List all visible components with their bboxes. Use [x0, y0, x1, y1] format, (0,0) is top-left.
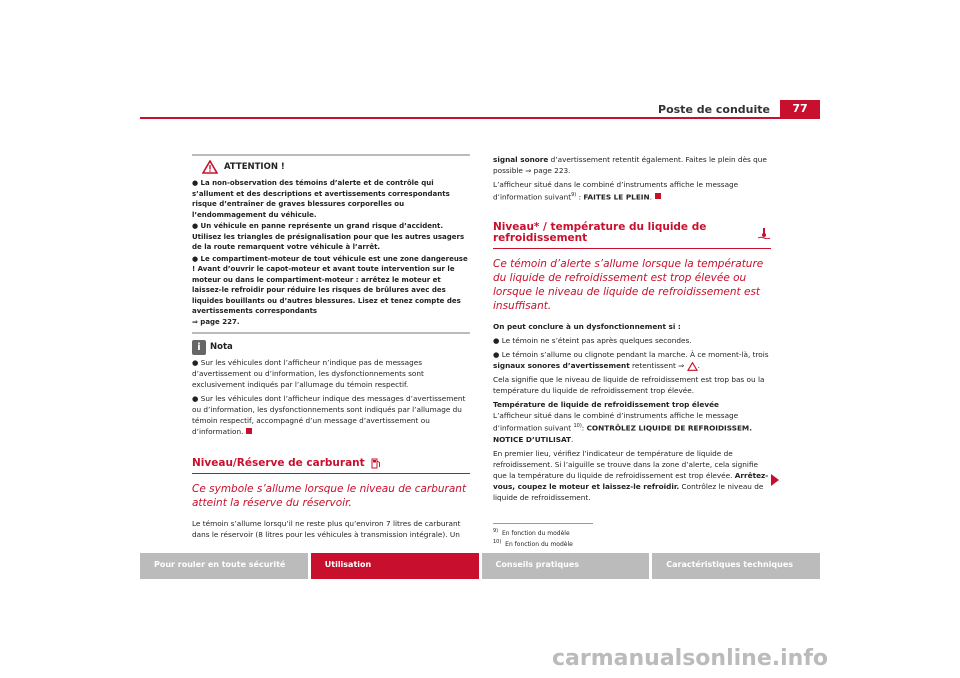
coolant-temp-heading: Température de liquide de refroidissement trop élevée [493, 400, 719, 410]
fuel-intro: Ce symbole s’allume lorsque le niveau de carburant atteint la réserve du réservoir. [192, 483, 467, 509]
tab-technical-specs[interactable]: Caractéristiques techniques [652, 553, 820, 579]
coolant-conclude: On peut conclure à un dysfonctionnement si : [493, 322, 681, 332]
attention-header [202, 160, 470, 174]
nota-title: Nota [210, 342, 233, 352]
coolant-meaning: Cela signifie que le niveau de liquide de refroidissement est trop bas ou la température du liquide de refroidissement trop élevée. [493, 375, 765, 396]
warning-triangle-icon [202, 160, 218, 174]
footer-tabs [140, 553, 820, 579]
coolant-intro: Ce témoin d’alerte s’allume lorsque la température du liquide de refroidissement est trop élevée ou lorsque le niveau de liquide de refroidissement est insuffisant. [493, 258, 764, 313]
page-ref-link[interactable]: ⇒ page 227. [192, 317, 240, 326]
page-title: Poste de conduite [658, 103, 770, 116]
section-end-icon [246, 428, 252, 434]
header-rule [140, 117, 820, 119]
coolant-heading: Niveau* / température du liquide de refroidissement [493, 222, 771, 249]
attention-title: ATTENTION ! [224, 161, 285, 172]
nota-item: ● Sur les véhicules dont l’afficheur n’indique pas de messages d’avertissement ou d’information, les dysfonctionnements sont exclusivement indiqués par l’allumage du témoin respectif. [192, 358, 424, 389]
coolant-thermometer-icon [757, 227, 771, 239]
next-page-arrow-icon[interactable] [771, 474, 779, 486]
fuel-continuation: signal sonore d’avertissement retentit également. Faites le plein dès que possible ⇒ page 223. [493, 155, 767, 175]
warning-triangle-icon [687, 362, 698, 371]
coolant-bullet: ● Le témoin ne s’éteint pas après quelques secondes. [493, 336, 692, 346]
watermark: carmanualsonline.info [552, 646, 828, 671]
fuel-body: Le témoin s’allume lorsqu’il ne reste plus qu’environ 7 litres de carburant dans le réservoir (8 litres pour les véhicules à transmission intégrale). Un [192, 519, 461, 539]
tab-utilisation[interactable]: Utilisation [311, 553, 479, 579]
footnote: $^{9)}$ En fonction du modèle [493, 527, 570, 537]
right-column [493, 154, 771, 549]
left-column [192, 154, 470, 543]
footnote: $^{10)}$ En fonction du modèle [493, 538, 573, 548]
fuel-display-message: L’afficheur situé dans le combiné d’instruments affiche le message d’information suivant$^{9)}$ : FAITES LE PLEIN. [493, 180, 739, 202]
attention-item: ● La non-observation des témoins d’alerte et de contrôle qui s’allument et des descriptions et avertissements correspondants risque d’entraîner de graves blessures corporelles ou l’endommagement du véhicule. [192, 179, 450, 219]
tab-safety[interactable]: Pour rouler en toute sécurité [140, 553, 308, 579]
attention-item: ● Le compartiment-moteur de tout véhicule est une zone dangereuse ! Avant d’ouvrir le capot-moteur et avant toute intervention sur le moteur ou dans le compartiment-moteur : arrêtez le moteur et laissez-le refroidir pour réduire les risques de brûlures avec des liquides bouillants ou d’autres blessures. Lisez et tenez compte des avertissements correspondants ⇒ page 227. [192, 254, 468, 326]
nota-item: ● Sur les véhicules dont l’afficheur indique des messages d’avertissement ou d’information, les dysfonctionnements sont indiqués par l’allumage du témoin respectif, accompagné d’un message d’avertissement ou d’information. [192, 394, 466, 436]
section-end-icon [655, 193, 661, 199]
attention-box [192, 154, 470, 334]
page-number: 77 [780, 100, 820, 118]
info-hand-icon: i [192, 340, 206, 355]
coolant-temp-message: L’afficheur situé dans le combiné d’instruments affiche le message d’information suivant $^{10)}$: CONTRÔLEZ LIQUIDE DE REFROIDISSEM. NOTICE D’UTILISAT. [493, 411, 752, 444]
coolant-first-step: En premier lieu, vérifiez l’indicateur de température de liquide de refroidissement. Si l’aiguille se trouve dans la zone d’alerte, cela signifie que la température du liquide de refroidissement est trop élevée. Arrêtez-vous, coupez le moteur et laissez-le refroidir. Contrôlez le niveau de liquide de refroidissement. [493, 448, 769, 502]
fuel-heading: Niveau/Réserve de carburant [192, 457, 470, 474]
fuel-pump-icon [371, 457, 381, 469]
coolant-bullet: ● Le témoin s’allume ou clignote pendant la marche. À ce moment-là, trois signaux sonores d’avertissement retentissent ⇒ . [493, 350, 769, 371]
nota-header [192, 340, 470, 355]
tab-practical-advice[interactable]: Conseils pratiques [482, 553, 650, 579]
attention-item: ● Un véhicule en panne représente un grand risque d’accident. Utilisez les triangles de présignalisation pour que les autres usagers de la route remarquent votre véhicule à l’arrêt. [192, 222, 465, 251]
footnote-rule [493, 523, 593, 524]
